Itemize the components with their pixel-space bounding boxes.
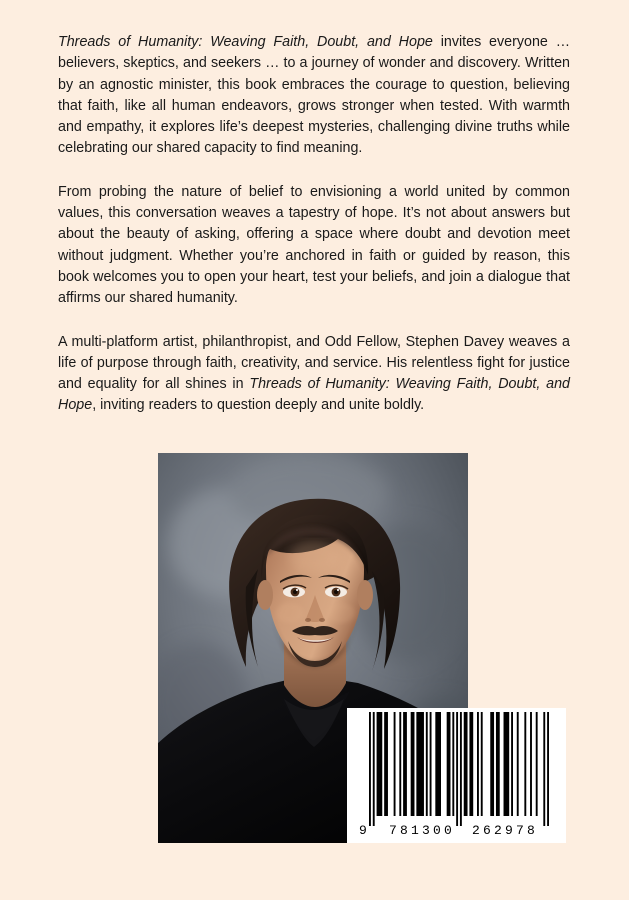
barcode-lead-digit: 9	[359, 823, 367, 838]
isbn-barcode	[347, 708, 566, 843]
barcode-left-group: 781300	[389, 823, 456, 838]
blurb-paragraph-2: From probing the nature of belief to envisioning a world united by common values, this conversation weaves a tapestry of hope. It’s not about answers but about the beauty of asking, offering a space where doubt and devotion meet without judgment. Whether you’re anchored in faith or guided by reason, this book welcomes you to open your heart, test your beliefs, and join a dialogue that affirms our shared humanity.	[58, 183, 570, 307]
back-cover-blurb	[58, 32, 570, 417]
isbn-barcode-image	[347, 708, 566, 843]
blurb-paragraph-3-tail: , inviting readers to question deeply and unite boldly.	[92, 397, 425, 414]
blurb-paragraph-1	[58, 32, 570, 160]
book-title-italic-2: Threads of Humanity: Weaving Faith, Doubt, and Hope	[58, 376, 570, 414]
barcode-right-group: 262978	[472, 823, 539, 838]
blurb-paragraph-3	[58, 332, 570, 417]
book-title-italic-1: Threads of Humanity: Weaving Faith, Doubt, and Hope	[58, 34, 433, 50]
blurb-paragraph-3-lead: A multi-platform artist, philanthropist, and Odd Fellow, Stephen Davey weaves a life of purpose through faith, creativity, and service. His relentless fight for justice and equality for all shines in	[58, 333, 570, 393]
blurb-paragraph-1-rest: invites everyone … believers, skeptics, and seekers … to a journey of wonder and discovery. Written by an agnostic minister, this book embraces the courage to question, believing that faith, like all human endeavors, grows stronger when tested. With warmth and empathy, it explores life’s deepest mysteries, challenging divine truths while celebrating our shared capacity to find meaning.	[58, 34, 570, 157]
